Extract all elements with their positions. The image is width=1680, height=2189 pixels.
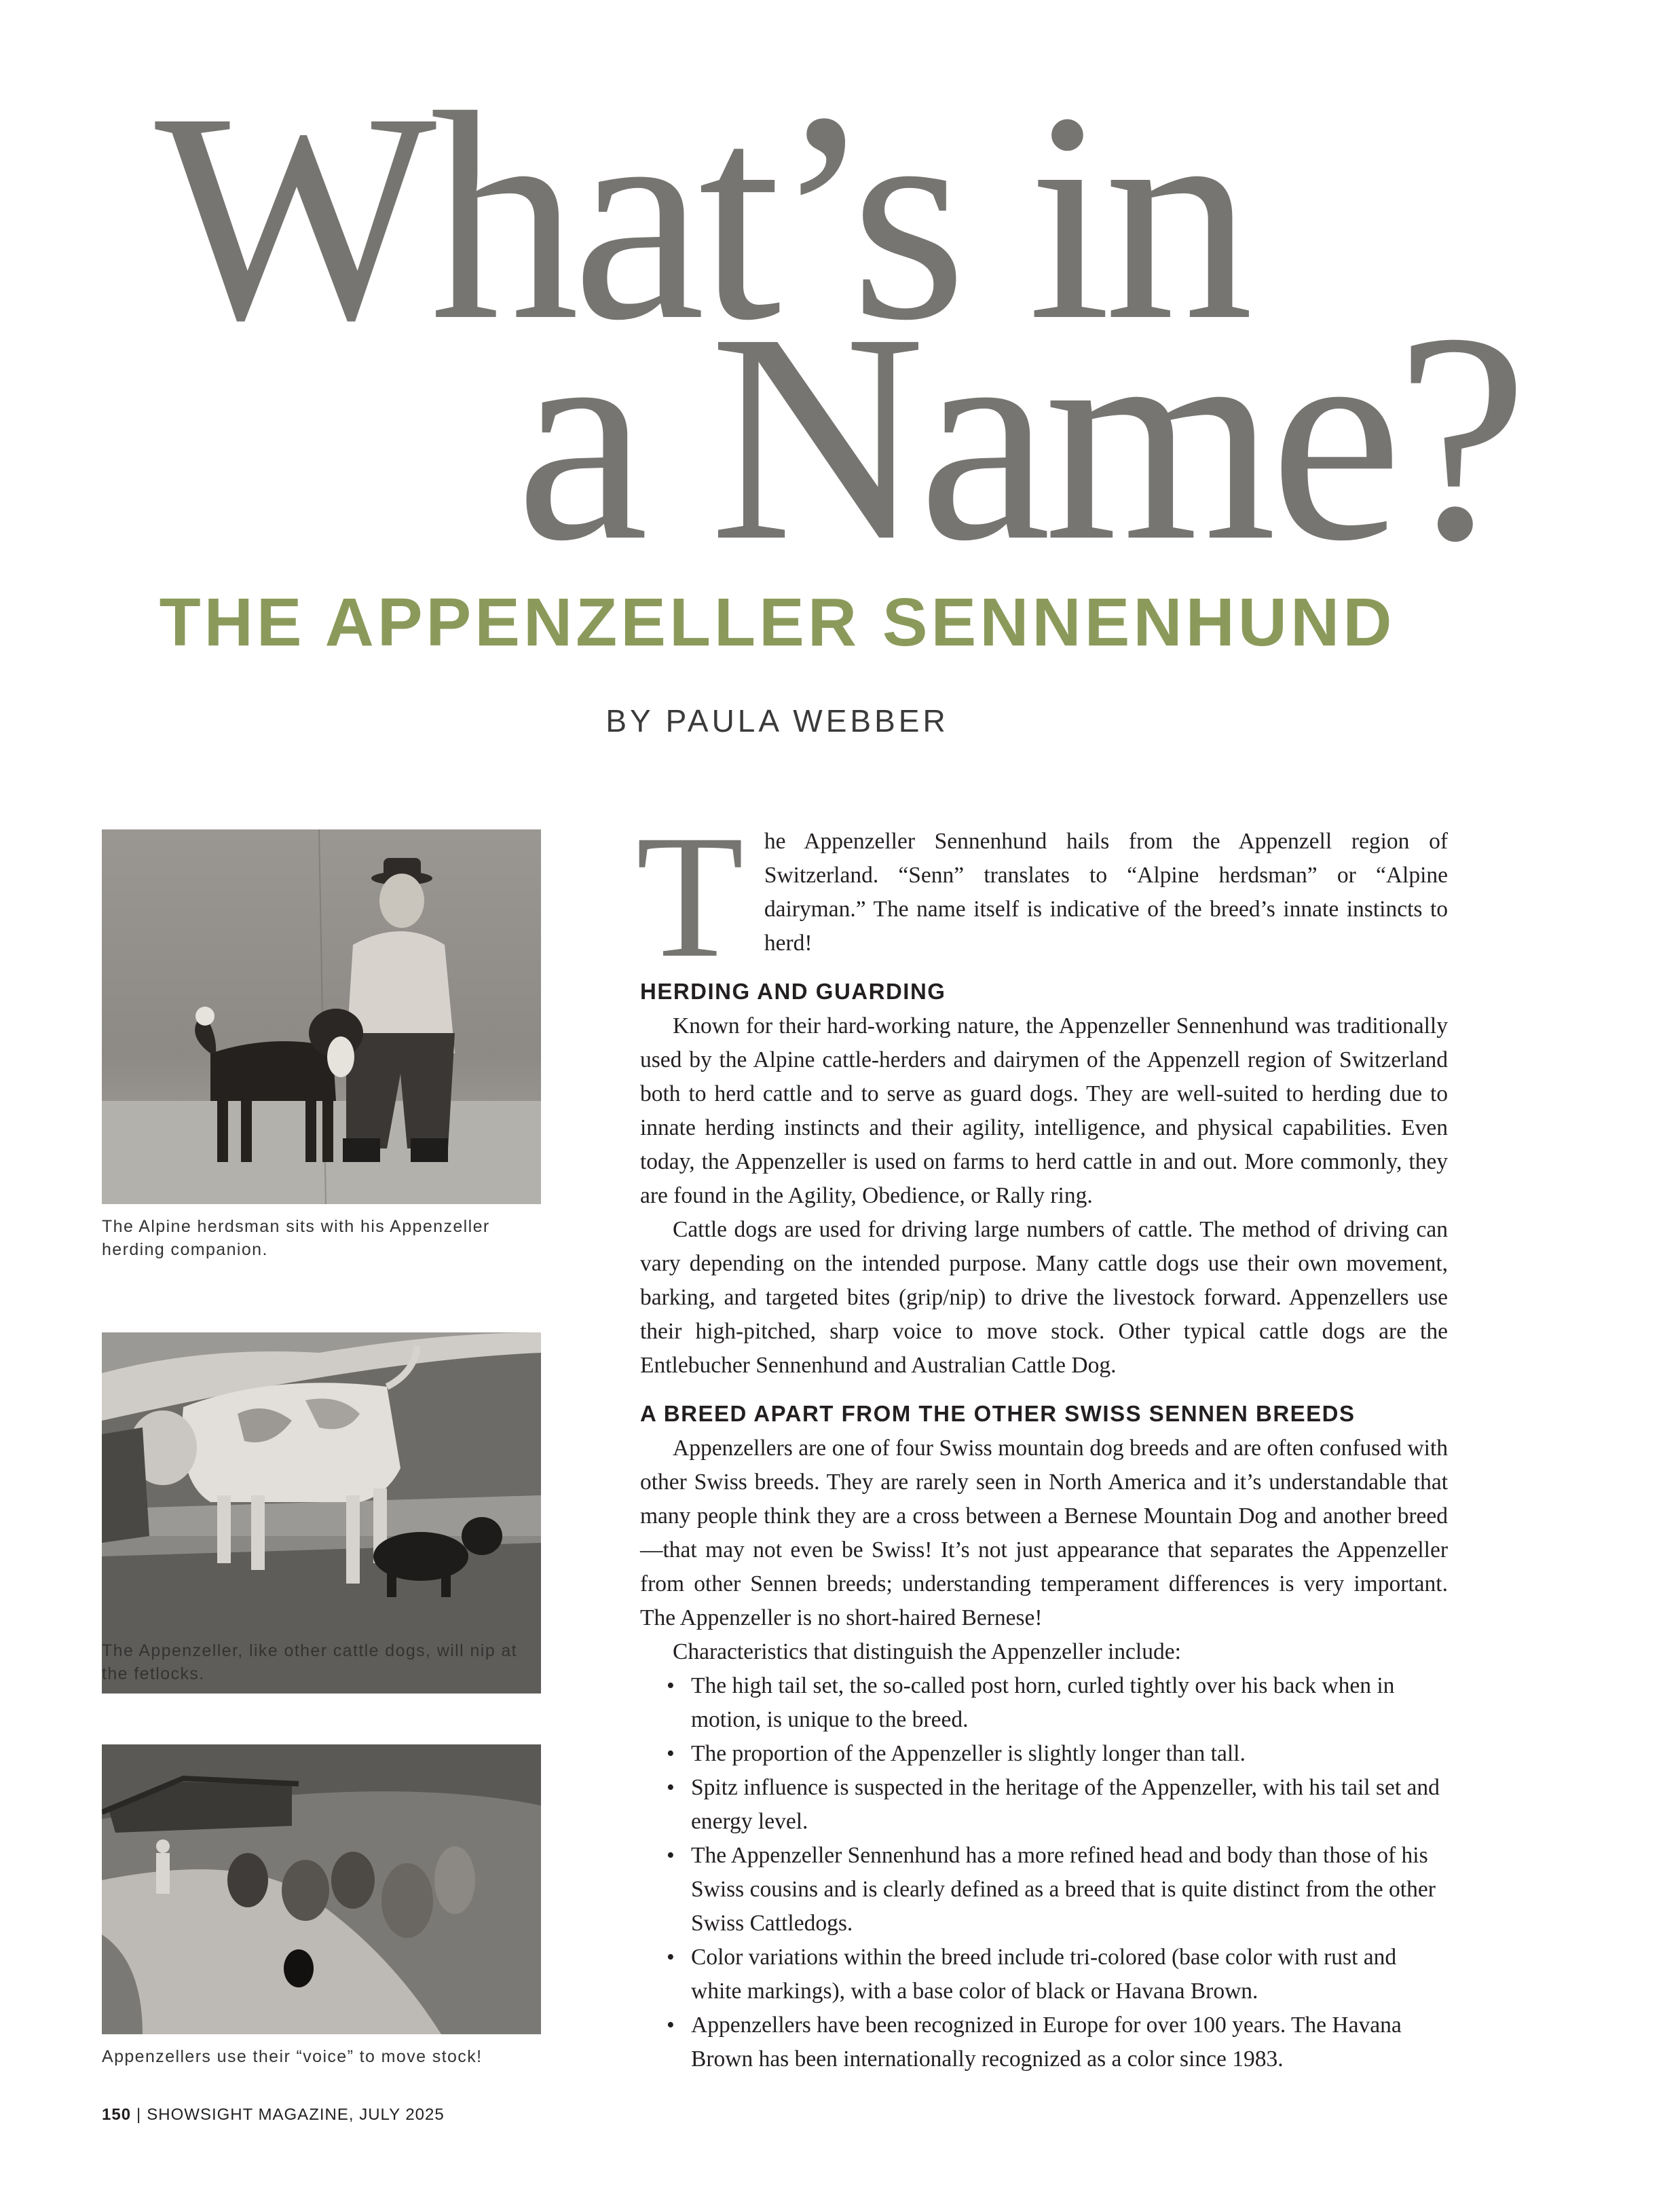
characteristics-list — [640, 1669, 1448, 2076]
page-footer — [102, 2106, 445, 2125]
photo-caption-3: Appenzellers use their “voice” to move stock! — [102, 2047, 483, 2066]
paragraph: Known for their hard-working nature, the Appenzeller Sennenhund was traditionally used by the Alpine cattle-herders and dairymen of the Appenzell region of Switzerland both to herd cattle and to serve as guard dogs. They are well-suited to herding due to innate herding instincts and their agility, intelligence, and physical capabilities. Even today, the Appenzeller is used on farms to herd cattle in and out. More commonly, they are found in the Agility, Obedience, or Rally ring. — [640, 1013, 1448, 1208]
photo-herdsman-with-dog — [102, 829, 541, 1204]
list-item: • The Appenzeller Sennenhund has a more refined head and body than those of his Swiss cousins and is clearly defined as a breed that is quite distinct from the other Swiss Cattledogs. — [665, 1839, 1448, 1941]
footer-separator: | — [136, 2106, 142, 2124]
list-item: • Appenzellers have been recognized in Europe for over 100 years. The Havana Brown has been internationally recognized as a color since 1983. — [665, 2008, 1448, 2076]
photo-cows-on-road — [102, 1744, 541, 2034]
title-line-2: a Name? — [516, 272, 1522, 603]
article-body — [636, 799, 1448, 2076]
photo-caption-2: The Appenzeller, like other cattle dogs, will nip at the fetlocks. — [102, 1641, 517, 1683]
publication-name: SHOWSIGHT MAGAZINE, JULY 2025 — [147, 2106, 445, 2124]
paragraph: Characteristics that distinguish the Appenzeller include: — [673, 1639, 1181, 1664]
section-heading-breed-apart: A BREED APART FROM THE OTHER SWISS SENNEN BREEDS — [640, 1401, 1356, 1426]
paragraph: Appenzellers are one of four Swiss mountain dog breeds and are often confused with other Swiss breeds. They are rarely seen in North America and it’s understandable that many people think they are a cross between a Bernese Mountain Dog and another breed—that may not even be Swiss! It’s not just appearance that separates the Appenzeller from other Sennen breeds; understanding temperament differences is very important. The Appenzeller is no short-haired Bernese! — [640, 1436, 1448, 1630]
list-item: • Spitz influence is suspected in the heritage of the Appenzeller, with his tail set and energy level. — [665, 1771, 1448, 1839]
list-item: • Color variations within the breed include tri-colored (base color with rust and white markings), with a base color of black or Havana Brown. — [665, 1941, 1448, 2008]
section-heading-herding: HERDING AND GUARDING — [640, 979, 946, 1004]
page-number: 150 — [102, 2106, 132, 2124]
drop-cap: T — [636, 799, 744, 994]
title-line-1: What’s in — [155, 52, 1247, 382]
intro-text: he Appenzeller Sennenhund hails from the Appenzell region of Switzerland. “Senn” translates to “Alpine herdsman” or “Alpine dairyman.” The name itself is indicative of the breed’s innate instincts to herd! — [764, 829, 1448, 956]
list-item: • The high tail set, the so-called post horn, curled tightly over his back when in motion, is unique to the breed. — [665, 1669, 1448, 1737]
subtitle: THE APPENZELLER SENNENHUND — [159, 584, 1396, 660]
byline: BY PAULA WEBBER — [605, 703, 949, 738]
photo-caption-1: The Alpine herdsman sits with his Appenzeller herding companion. — [102, 1217, 490, 1259]
paragraph: Cattle dogs are used for driving large numbers of cattle. The method of driving can vary depending on the intended purpose. Many cattle dogs use their own movement, barking, and targeted bites (grip/nip) to drive the livestock forward. Appenzellers use their high-pitched, sharp voice to move stock. Other typical cattle dogs are the Entlebucher Sennenhund and Australian Cattle Dog. — [640, 1217, 1448, 1378]
list-item: • The proportion of the Appenzeller is slightly longer than tall. — [665, 1737, 1448, 1771]
